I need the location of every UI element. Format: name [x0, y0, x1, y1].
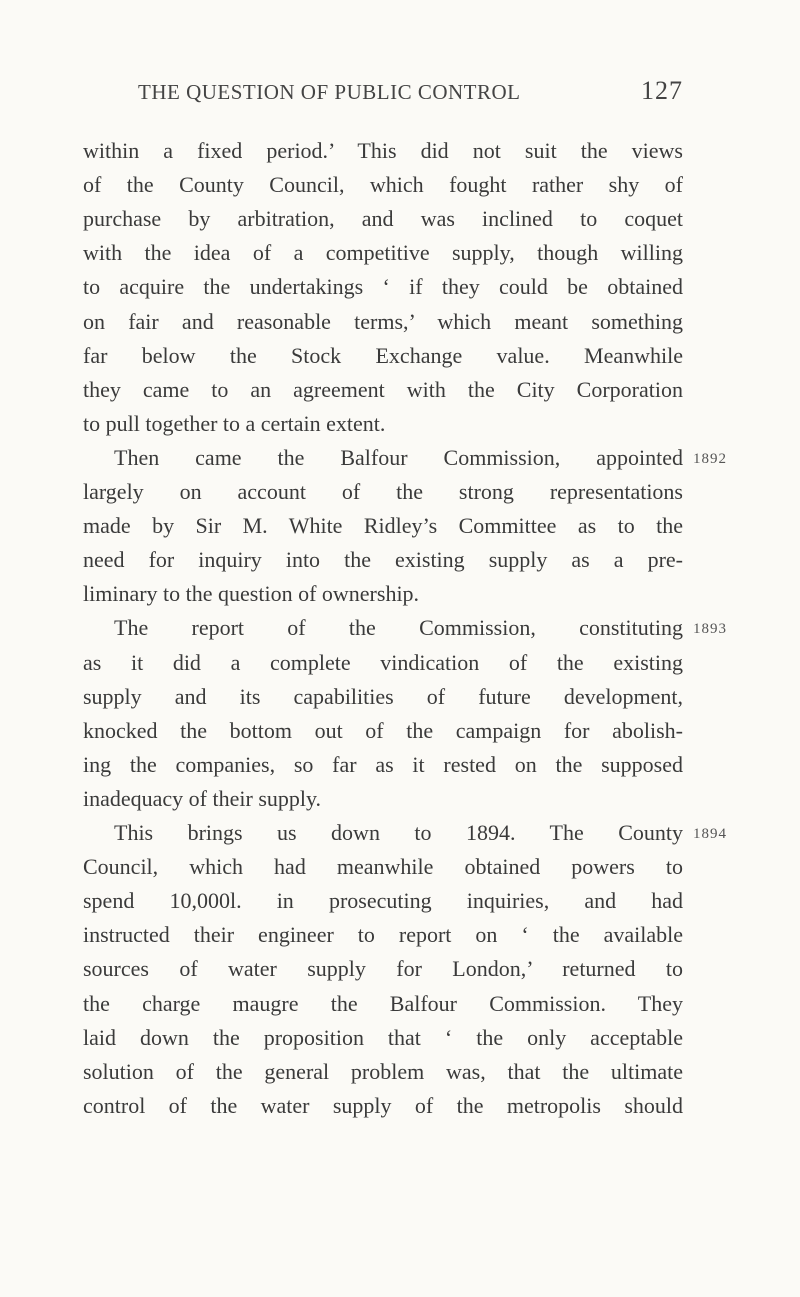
running-title: THE QUESTION OF PUBLIC CONTROL	[138, 80, 521, 104]
text-line: far below the Stock Exchange value. Meanwhile	[83, 342, 683, 368]
text-line: the charge maugre the Balfour Commission. They	[83, 990, 683, 1016]
page-number: 127	[641, 76, 683, 105]
text-line: spend 10,000l. in prosecuting inquiries, and had	[83, 888, 683, 914]
text-line: ing the companies, so far as it rested on the supposed	[83, 751, 683, 777]
text-line: solution of the general problem was, that the ultimate	[83, 1058, 683, 1084]
text-line: This brings us down to 1894. The County	[114, 820, 683, 845]
text-line: to acquire the undertakings ‘ if they could be obtained	[83, 274, 683, 300]
text-line: on fair and reasonable terms,’ which meant something	[83, 308, 683, 334]
text-line: sources of water supply for London,’ returned to	[83, 956, 683, 982]
text-line: as it did a complete vindication of the existing	[83, 649, 683, 675]
text-line: need for inquiry into the existing supply as a pre-	[83, 547, 683, 573]
text-line: instructed their engineer to report on ‘ the available	[83, 922, 683, 948]
text-line: liminary to the question of ownership.	[83, 581, 420, 607]
text-line: purchase by arbitration, and was inclined to coquet	[83, 206, 683, 232]
text-line: knocked the bottom out of the campaign for abolish-	[83, 717, 683, 743]
text-line: with the idea of a competitive supply, though willing	[83, 240, 683, 266]
text-line: to pull together to a certain extent.	[83, 410, 386, 436]
margin-year-note: 1893	[693, 621, 727, 638]
text-line: supply and its capabilities of future development,	[83, 683, 683, 709]
margin-year-note: 1892	[693, 450, 727, 467]
text-line: inadequacy of their supply.	[83, 785, 322, 811]
text-line: largely on account of the strong representations	[83, 479, 683, 504]
text-line: Then came the Balfour Commission, appointed	[114, 444, 683, 470]
text-line: control of the water supply of the metropolis should	[83, 1092, 683, 1118]
text-line: within a fixed period.’ This did not suit the views	[83, 138, 683, 163]
margin-year-note: 1894	[693, 826, 727, 842]
text-line: of the County Council, which fought rather shy of	[83, 172, 683, 198]
text-line: laid down the proposition that ‘ the only acceptable	[83, 1024, 683, 1050]
text-line: they came to an agreement with the City Corporation	[83, 376, 683, 402]
text-line: made by Sir M. White Ridley’s Committee as to the	[83, 513, 683, 539]
text-line: Council, which had meanwhile obtained powers to	[83, 854, 683, 880]
text-line: The report of the Commission, constituting	[114, 615, 683, 641]
